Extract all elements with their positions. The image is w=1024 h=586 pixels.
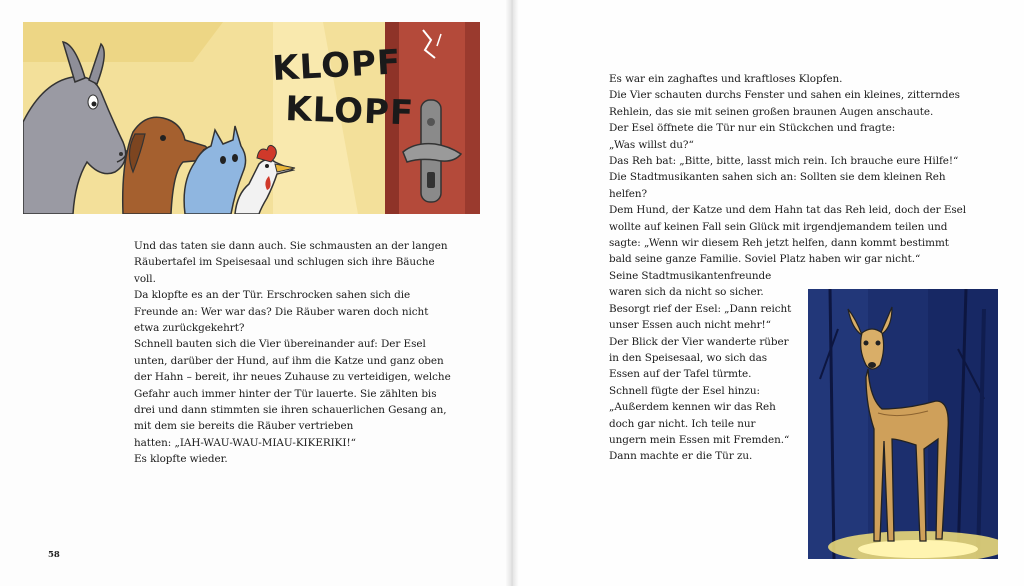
text-line: voll. <box>134 272 156 285</box>
text-line: Räubertafel im Speisesaal und schlugen sich ihre Bäuche <box>134 256 435 269</box>
right-page-text <box>609 71 967 465</box>
text-line: etwa zurückgekehrt? <box>134 322 245 335</box>
text-line: Die Vier schauten durchs Fenster und sahen ein kleines, zitterndes <box>609 89 960 102</box>
text-line: bald seine ganze Familie. Soviel Platz haben wir gar nicht.“ <box>609 253 921 266</box>
text-line: Es war ein zaghaftes und kraftloses Klopfen. <box>609 73 843 85</box>
text-line: Der Esel öffnete die Tür nur ein Stückchen und fragte: <box>609 122 896 135</box>
book-gutter <box>505 0 519 586</box>
text-line: „Was willst du?“ <box>609 138 694 151</box>
text-line: mit dem sie bereits die Räuber vertrieben <box>134 420 354 433</box>
text-line: Essen auf der Tafel türmte. <box>609 368 752 381</box>
text-line: waren sich da nicht so sicher. <box>609 286 764 299</box>
text-line: sagte: „Wenn wir diesem Reh jetzt helfen, dann kommt bestimmt <box>609 237 949 250</box>
animals-door-illustration <box>23 22 480 214</box>
text-line: doch gar nicht. Ich teile nur <box>609 417 756 430</box>
text-line: ungern mein Essen mit Fremden.“ <box>609 433 790 446</box>
text-line: der Hahn – bereit, ihr neues Zuhause zu verteidigen, welche <box>134 371 451 384</box>
text-line: Rehlein, das sie mit seinen großen braunen Augen anschaute. <box>609 105 934 118</box>
text-line: unser Essen auch nicht mehr!“ <box>609 319 771 332</box>
text-line: Seine Stadtmusikantenfreunde <box>609 269 772 282</box>
text-line: Es klopfte wieder. <box>134 453 228 466</box>
text-line: Schnell fügte der Esel hinzu: <box>609 384 760 397</box>
klopf-text-2: KLOPF <box>284 89 415 134</box>
page-number: 58 <box>48 550 60 560</box>
text-line: Gefahr auch immer hinter der Tür lauerte. Sie zählten bis <box>134 387 437 400</box>
text-line: Das Reh bat: „Bitte, bitte, lasst mich rein. Ich brauche eure Hilfe!“ <box>609 155 959 168</box>
klopf-text-1: KLOPF <box>271 42 403 89</box>
text-line: „Außerdem kennen wir das Reh <box>609 401 776 414</box>
text-line: Dann machte er die Tür zu. <box>609 450 753 463</box>
text-line: Da klopfte es an der Tür. Erschrocken sahen sich die <box>134 289 411 302</box>
text-line: Freunde an: Wer war das? Die Räuber waren doch nicht <box>134 305 429 318</box>
text-line: unten, darüber der Hund, auf ihm die Katze und ganz oben <box>134 354 444 367</box>
text-line: drei und dann stimmten sie ihren schauerlichen Gesang an, <box>134 404 447 417</box>
text-line: Besorgt rief der Esel: „Dann reicht <box>609 302 792 315</box>
text-line: Schnell bauten sich die Vier übereinander auf: Der Esel <box>134 338 426 351</box>
left-page-text <box>134 238 464 468</box>
text-line: in den Speisesaal, wo sich das <box>609 351 768 364</box>
text-line: Und das taten sie dann auch. Sie schmausten an der langen <box>134 240 448 252</box>
text-line: hatten: „IAH-WAU-WAU-MIAU-KIKERIKI!“ <box>134 436 356 449</box>
text-line: Der Blick der Vier wanderte rüber <box>609 335 789 348</box>
text-line: wollte auf keinen Fall sein Glück mit irgendjemandem teilen und <box>609 220 948 233</box>
text-line: Die Stadtmusikanten sahen sich an: Sollten sie dem kleinen Reh <box>609 171 946 184</box>
text-line: Dem Hund, der Katze und dem Hahn tat das Reh leid, doch der Esel <box>609 204 967 217</box>
text-line: helfen? <box>609 187 648 200</box>
